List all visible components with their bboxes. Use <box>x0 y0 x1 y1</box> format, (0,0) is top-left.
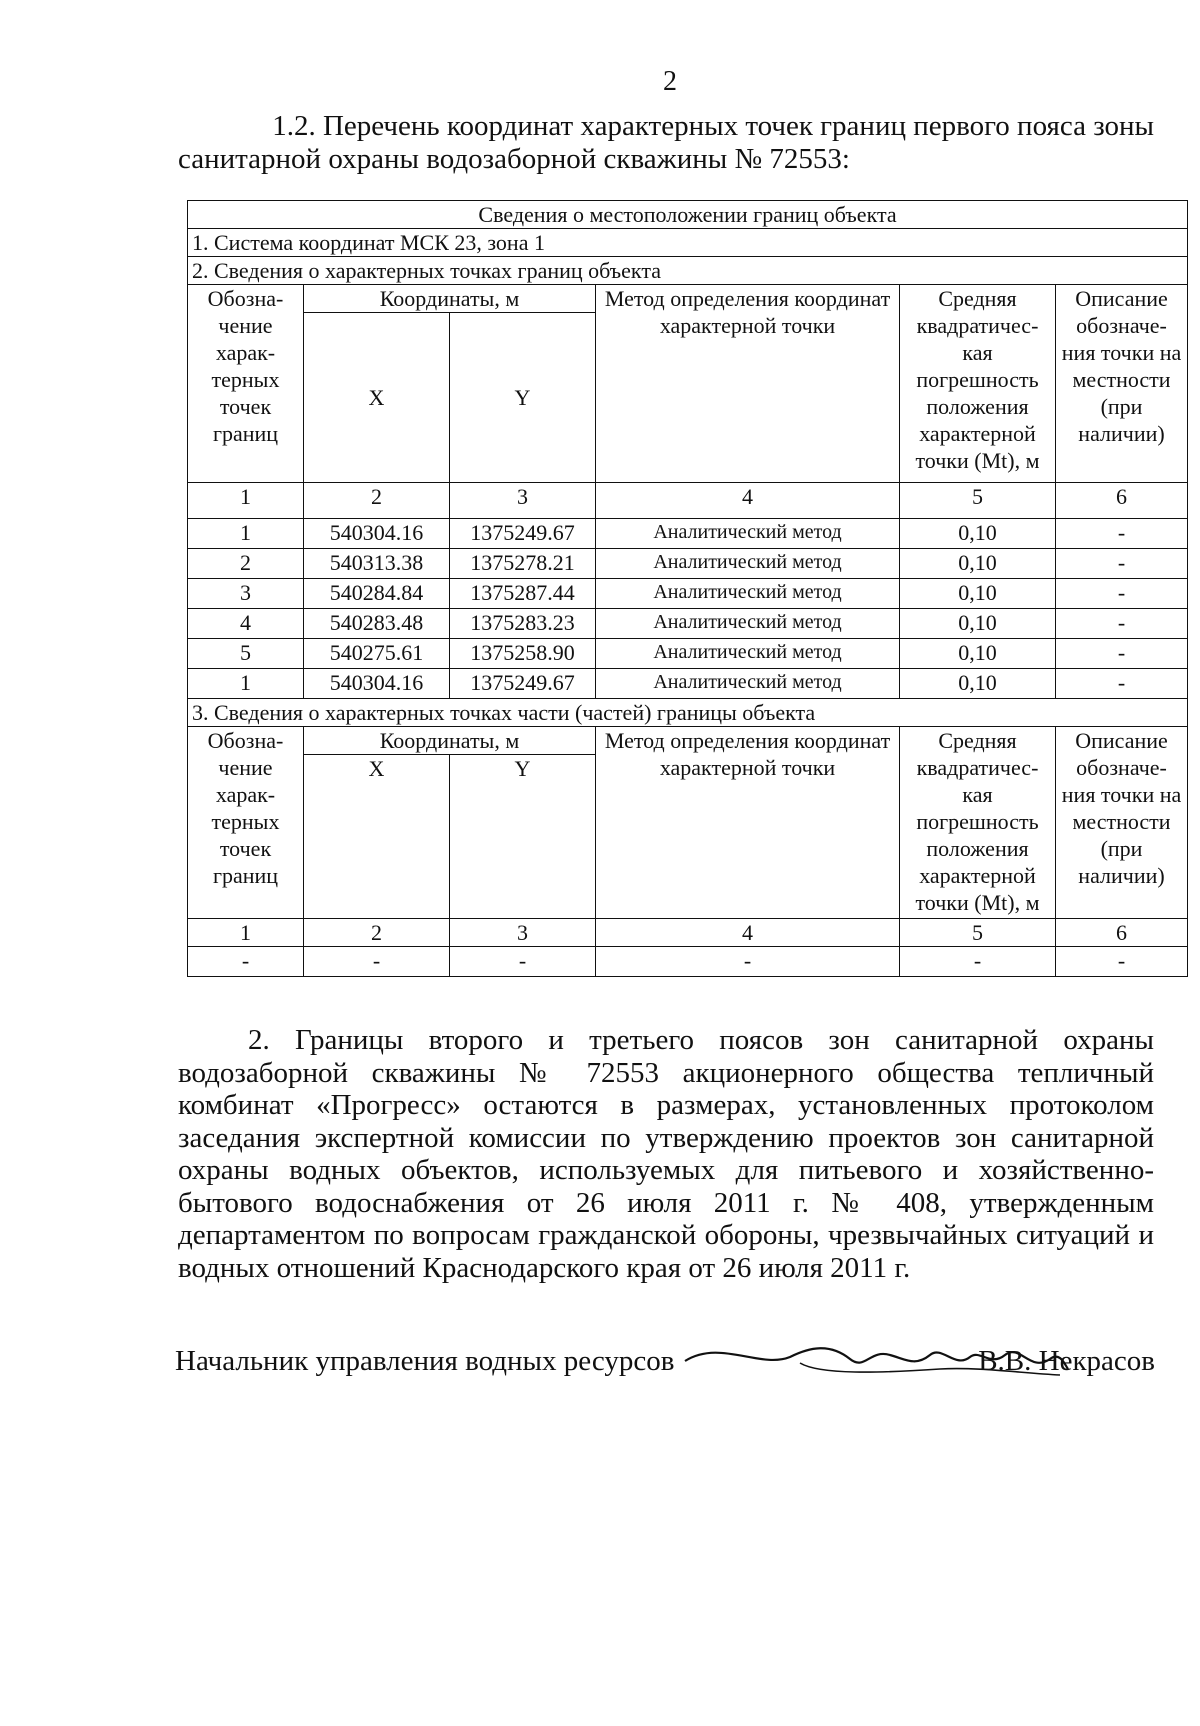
table-row <box>188 519 1188 549</box>
header-designation: Обозна- чение харак- терных точек границ <box>188 727 304 919</box>
table-row <box>188 609 1188 639</box>
table-row <box>188 579 1188 609</box>
error-value: 0,10 <box>900 549 1056 579</box>
description-value: - <box>1056 669 1188 699</box>
header-x: X <box>304 313 450 483</box>
heading-line-2: санитарной охраны водозаборной скважины № 72553: <box>178 143 850 175</box>
body-paragraph <box>178 1024 1154 1284</box>
col-number: 3 <box>450 483 596 519</box>
col-number: 3 <box>450 919 596 947</box>
section-heading <box>178 110 1154 176</box>
y-value: 1375283.23 <box>450 609 596 639</box>
header-x: X <box>304 755 450 919</box>
x-value: 540283.48 <box>304 609 450 639</box>
empty-value: - <box>596 947 900 977</box>
method-value: Аналитический метод <box>596 519 900 549</box>
empty-value: - <box>900 947 1056 977</box>
table-row <box>188 947 1188 977</box>
point-id: 5 <box>188 639 304 669</box>
empty-value: - <box>304 947 450 977</box>
col-number: 2 <box>304 919 450 947</box>
y-value: 1375258.90 <box>450 639 596 669</box>
error-value: 0,10 <box>900 609 1056 639</box>
description-value: - <box>1056 579 1188 609</box>
method-value: Аналитический метод <box>596 549 900 579</box>
header-error: Средняя квадратичес- кая погрешность положения характерной точки (Mt), м <box>900 727 1056 919</box>
header-coordinates: Координаты, м <box>304 727 596 755</box>
col-number: 5 <box>900 483 1056 519</box>
method-value: Аналитический метод <box>596 579 900 609</box>
empty-value: - <box>188 947 304 977</box>
description-value: - <box>1056 609 1188 639</box>
description-value: - <box>1056 639 1188 669</box>
empty-value: - <box>450 947 596 977</box>
error-value: 0,10 <box>900 579 1056 609</box>
error-value: 0,10 <box>900 519 1056 549</box>
paragraph-text: 2. Границы второго и третьего поясов зон санитарной охраны водозаборной скважины № 72553 акционерного общества тепличный комбинат «Прогресс» остаются в размерах, установленных протоколом заседания экспертной комиссии по утверждению проектов зон санитарной охраны водных объектов, используемых для питьевого и хозяйственно-бытового водоснабжения от 26 июля 2011 г. № 408, утвержденным департаментом по вопросам гражданской обороны, чрезвычайных ситуаций и водных отношений Краснодарского края от 26 июля 2011 г. <box>178 1024 1154 1284</box>
col-number: 2 <box>304 483 450 519</box>
heading-line-1: 1.2. Перечень координат характерных точек границ первого пояса зоны <box>272 110 1154 142</box>
col-number: 4 <box>596 483 900 519</box>
header-designation: Обозна- чение харак- терных точек границ <box>188 285 304 483</box>
col-number: 1 <box>188 483 304 519</box>
y-value: 1375249.67 <box>450 669 596 699</box>
col-number: 5 <box>900 919 1056 947</box>
page-number: 2 <box>663 66 677 97</box>
signature-block <box>175 1345 1155 1385</box>
point-id: 1 <box>188 669 304 699</box>
x-value: 540304.16 <box>304 669 450 699</box>
header-coordinates: Координаты, м <box>304 285 596 313</box>
header-description: Описание обозначе- ния точки на местности (при наличии) <box>1056 727 1188 919</box>
point-id: 1 <box>188 519 304 549</box>
x-value: 540304.16 <box>304 519 450 549</box>
table-row <box>188 669 1188 699</box>
x-value: 540313.38 <box>304 549 450 579</box>
coordinates-table <box>187 200 1188 977</box>
method-value: Аналитический метод <box>596 669 900 699</box>
header-error: Средняя квадратичес- кая погрешность положения характерной точки (Mt), м <box>900 285 1056 483</box>
signatory-name: В.В. Некрасов <box>978 1345 1155 1377</box>
point-id: 2 <box>188 549 304 579</box>
description-value: - <box>1056 519 1188 549</box>
table-row <box>188 549 1188 579</box>
section-3-title: 3. Сведения о характерных точках части (частей) границы объекта <box>188 699 1188 727</box>
header-method: Метод определения координат характерной точки <box>596 727 900 919</box>
empty-value: - <box>1056 947 1188 977</box>
col-number: 6 <box>1056 483 1188 519</box>
header-y: Y <box>450 313 596 483</box>
col-number: 6 <box>1056 919 1188 947</box>
y-value: 1375249.67 <box>450 519 596 549</box>
header-method: Метод определения координат характерной точки <box>596 285 900 483</box>
point-id: 4 <box>188 609 304 639</box>
col-number: 4 <box>596 919 900 947</box>
point-id: 3 <box>188 579 304 609</box>
section-2-title: 2. Сведения о характерных точках границ объекта <box>188 257 1188 285</box>
description-value: - <box>1056 549 1188 579</box>
x-value: 540284.84 <box>304 579 450 609</box>
coordinate-system: 1. Система координат МСК 23, зона 1 <box>188 229 1188 257</box>
col-number: 1 <box>188 919 304 947</box>
signatory-position: Начальник управления водных ресурсов <box>175 1345 675 1377</box>
table-title: Сведения о местоположении границ объекта <box>188 201 1188 229</box>
y-value: 1375278.21 <box>450 549 596 579</box>
header-y: Y <box>450 755 596 919</box>
method-value: Аналитический метод <box>596 639 900 669</box>
method-value: Аналитический метод <box>596 609 900 639</box>
header-description: Описание обозначе- ния точки на местности (при наличии) <box>1056 285 1188 483</box>
x-value: 540275.61 <box>304 639 450 669</box>
y-value: 1375287.44 <box>450 579 596 609</box>
table-row <box>188 639 1188 669</box>
error-value: 0,10 <box>900 639 1056 669</box>
error-value: 0,10 <box>900 669 1056 699</box>
